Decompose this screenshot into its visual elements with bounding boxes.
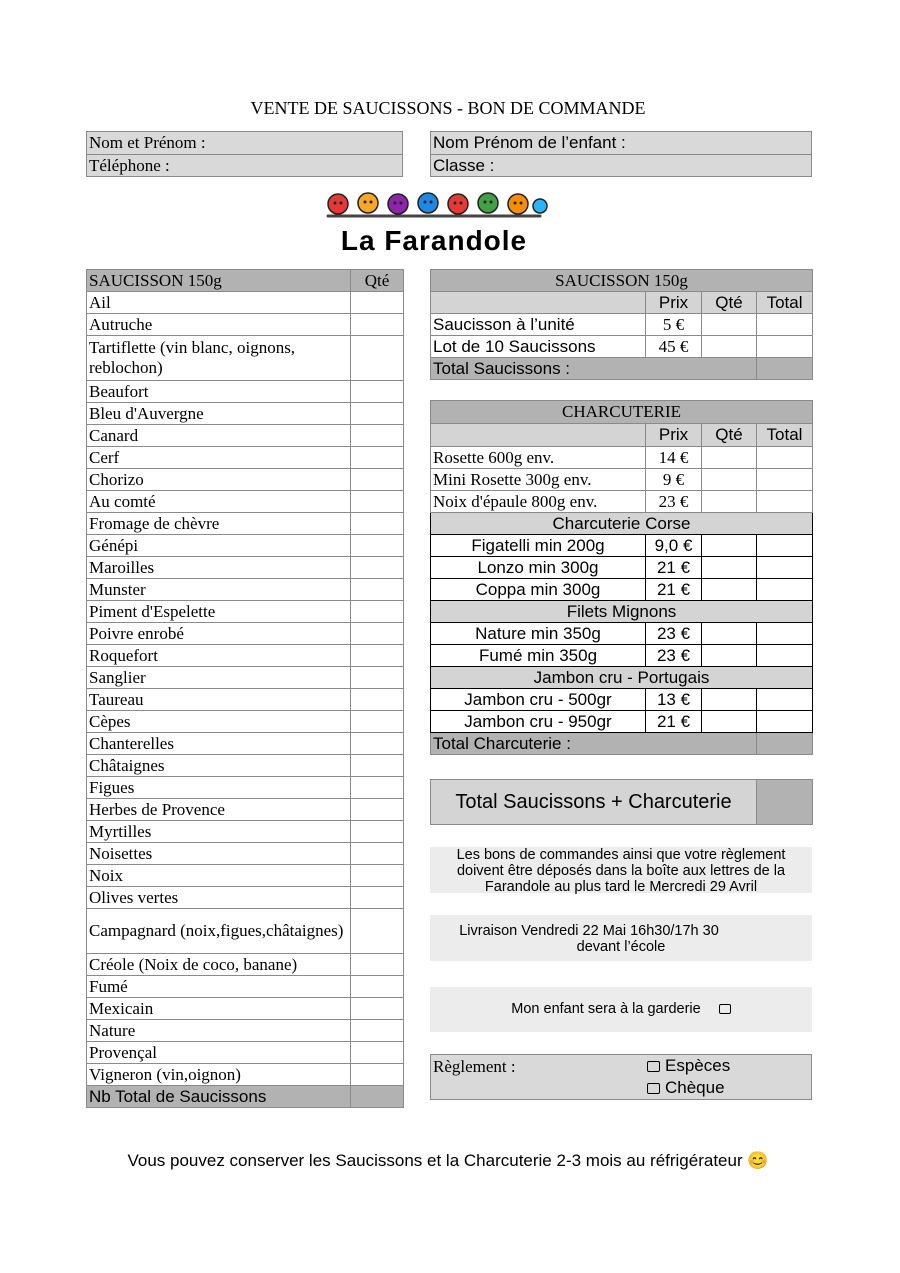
flavor-item: Châtaignes bbox=[87, 755, 351, 777]
flavor-qty-cell[interactable] bbox=[351, 381, 404, 403]
flavor-qty-cell[interactable] bbox=[351, 777, 404, 799]
corse-price: 21 € bbox=[646, 557, 702, 579]
corse-price: 21 € bbox=[646, 579, 702, 601]
corse-total-cell[interactable] bbox=[757, 535, 813, 557]
jambon-item: Jambon cru - 500gr bbox=[431, 689, 646, 711]
filets-total-cell[interactable] bbox=[757, 623, 813, 645]
class-field[interactable]: Classe : bbox=[431, 155, 812, 177]
filets-item: Fumé min 350g bbox=[431, 645, 646, 667]
section-filets-header: Filets Mignons bbox=[431, 601, 813, 623]
col-total: Total bbox=[757, 292, 813, 314]
charcuterie-item: Noix d'épaule 800g env. bbox=[431, 491, 646, 513]
deadline-note bbox=[430, 847, 812, 893]
parent-info-table bbox=[86, 131, 403, 177]
col-qte: Qté bbox=[702, 424, 757, 447]
flavor-item: Créole (Noix de coco, banane) bbox=[87, 954, 351, 976]
flavor-item: Noix bbox=[87, 865, 351, 887]
saucisson-price-label: Saucisson à l’unité bbox=[431, 314, 646, 336]
flavor-qty-cell[interactable] bbox=[351, 887, 404, 909]
saucisson-prices-table bbox=[430, 269, 813, 380]
flavor-item: Provençal bbox=[87, 1042, 351, 1064]
flavor-item: Figues bbox=[87, 777, 351, 799]
flavor-qty-cell[interactable] bbox=[351, 447, 404, 469]
flavor-item: Nature bbox=[87, 1020, 351, 1042]
flavor-qty-cell[interactable] bbox=[351, 491, 404, 513]
flavor-item: Bleu d'Auvergne bbox=[87, 403, 351, 425]
saucisson-price-label: Lot de 10 Saucissons bbox=[431, 336, 646, 358]
payment-box bbox=[430, 1054, 812, 1100]
flavor-item: Olives vertes bbox=[87, 887, 351, 909]
flavors-header: SAUCISSON 150g bbox=[87, 270, 351, 292]
payment-option-cheque[interactable] bbox=[647, 1078, 725, 1098]
saucisson-qty-cell[interactable] bbox=[702, 314, 757, 336]
flavor-qty-cell[interactable] bbox=[351, 865, 404, 887]
flavor-qty-cell[interactable] bbox=[351, 601, 404, 623]
filets-qty-cell[interactable] bbox=[702, 645, 757, 667]
flavor-qty-cell[interactable] bbox=[351, 843, 404, 865]
cheque-checkbox[interactable] bbox=[647, 1083, 660, 1094]
page-title: VENTE DE SAUCISSONS - BON DE COMMANDE bbox=[250, 98, 646, 118]
charcuterie-qty-cell[interactable] bbox=[702, 447, 757, 469]
grand-total-cell[interactable] bbox=[757, 780, 813, 825]
flavor-qty-cell[interactable] bbox=[351, 557, 404, 579]
flavor-qty-cell[interactable] bbox=[351, 998, 404, 1020]
corse-qty-cell[interactable] bbox=[702, 579, 757, 601]
flavor-item: Maroilles bbox=[87, 557, 351, 579]
payment-label: Règlement : bbox=[433, 1057, 516, 1076]
flavors-total-label: Nb Total de Saucissons bbox=[87, 1086, 351, 1108]
charcuterie-qty-cell[interactable] bbox=[702, 491, 757, 513]
flavor-qty-cell[interactable] bbox=[351, 579, 404, 601]
jambon-price: 21 € bbox=[646, 711, 702, 733]
jambon-total-cell[interactable] bbox=[757, 689, 813, 711]
corse-total-cell[interactable] bbox=[757, 579, 813, 601]
delivery-line-1: Livraison Vendredi 22 Mai 16h30/17h 30 bbox=[459, 923, 719, 939]
flavor-item: Munster bbox=[87, 579, 351, 601]
flavor-item: Noisettes bbox=[87, 843, 351, 865]
col-total: Total bbox=[757, 424, 813, 447]
charcuterie-header: CHARCUTERIE bbox=[431, 401, 813, 424]
flavor-item: Piment d'Espelette bbox=[87, 601, 351, 623]
corse-price: 9,0 € bbox=[646, 535, 702, 557]
saucisson-price-value: 5 € bbox=[646, 314, 702, 336]
filets-price: 23 € bbox=[646, 623, 702, 645]
section-jambon-header: Jambon cru - Portugais bbox=[431, 667, 813, 689]
flavors-total-cell[interactable] bbox=[351, 1086, 404, 1108]
flavor-qty-cell[interactable] bbox=[351, 954, 404, 976]
flavors-qty-header: Qté bbox=[351, 270, 404, 292]
flavor-item: Cerf bbox=[87, 447, 351, 469]
flavor-item: Roquefort bbox=[87, 645, 351, 667]
payment-option-especes[interactable] bbox=[647, 1056, 730, 1076]
charcuterie-grand-total-cell[interactable] bbox=[757, 733, 813, 755]
children-illustration-icon bbox=[318, 190, 550, 226]
filets-price: 23 € bbox=[646, 645, 702, 667]
section-corse-header: Charcuterie Corse bbox=[431, 513, 813, 535]
phone-field[interactable]: Téléphone : bbox=[87, 155, 403, 177]
deadline-text: Les bons de commandes ainsi que votre règlement doivent être déposés dans la boîte aux lettres de la Farandole au plus tard le Mercredi 29 Avril bbox=[456, 847, 786, 895]
flavor-item: Chorizo bbox=[87, 469, 351, 491]
charcuterie-qty-cell[interactable] bbox=[702, 469, 757, 491]
flavor-item: Fumé bbox=[87, 976, 351, 998]
saucisson-grand-total-cell[interactable] bbox=[757, 358, 813, 380]
corse-item: Coppa min 300g bbox=[431, 579, 646, 601]
flavor-item: Fromage de chèvre bbox=[87, 513, 351, 535]
farandole-logo bbox=[318, 190, 550, 256]
footer-note: Vous pouvez conserver les Saucissons et la Charcuterie 2-3 mois au réfrigérateur 😊 bbox=[127, 1151, 769, 1170]
saucisson-qty-cell[interactable] bbox=[702, 336, 757, 358]
flavor-qty-cell[interactable] bbox=[351, 513, 404, 535]
flavor-qty-cell[interactable] bbox=[351, 645, 404, 667]
flavor-item: Herbes de Provence bbox=[87, 799, 351, 821]
flavor-item: Mexicain bbox=[87, 998, 351, 1020]
child-name-field[interactable]: Nom Prénom de l’enfant : bbox=[431, 132, 812, 155]
flavor-qty-cell[interactable] bbox=[351, 733, 404, 755]
flavor-item: Ail bbox=[87, 292, 351, 314]
jambon-qty-cell[interactable] bbox=[702, 689, 757, 711]
name-field[interactable]: Nom et Prénom : bbox=[87, 132, 403, 155]
jambon-item: Jambon cru - 950gr bbox=[431, 711, 646, 733]
flavors-table bbox=[86, 269, 404, 1108]
col-prix: Prix bbox=[646, 292, 702, 314]
flavor-qty-cell[interactable] bbox=[351, 799, 404, 821]
flavor-qty-cell[interactable] bbox=[351, 336, 404, 381]
charcuterie-item: Mini Rosette 300g env. bbox=[431, 469, 646, 491]
flavor-item: Vigneron (vin,oignon) bbox=[87, 1064, 351, 1086]
flavor-qty-cell[interactable] bbox=[351, 667, 404, 689]
flavor-qty-cell[interactable] bbox=[351, 976, 404, 998]
flavor-item: Beaufort bbox=[87, 381, 351, 403]
child-info-table bbox=[430, 131, 812, 177]
corse-qty-cell[interactable] bbox=[702, 557, 757, 579]
flavor-item: Campagnard (noix,figues,châtaignes) bbox=[87, 909, 351, 954]
flavor-item: Myrtilles bbox=[87, 821, 351, 843]
grand-total-label: Total Saucissons + Charcuterie bbox=[431, 780, 757, 825]
flavor-qty-cell[interactable] bbox=[351, 292, 404, 314]
filets-qty-cell[interactable] bbox=[702, 623, 757, 645]
charcuterie-price: 9 € bbox=[646, 469, 702, 491]
garderie-checkbox[interactable] bbox=[719, 1004, 731, 1014]
grand-total-table bbox=[430, 779, 813, 825]
especes-checkbox[interactable] bbox=[647, 1061, 660, 1072]
flavor-qty-cell[interactable] bbox=[351, 689, 404, 711]
saucisson-total-label: Total Saucissons : bbox=[431, 358, 757, 380]
jambon-total-cell[interactable] bbox=[757, 711, 813, 733]
delivery-line-2: devant l’école bbox=[576, 939, 666, 955]
flavor-qty-cell[interactable] bbox=[351, 821, 404, 843]
charcuterie-price: 14 € bbox=[646, 447, 702, 469]
charcuterie-total-cell[interactable] bbox=[757, 447, 813, 469]
flavor-item: Taureau bbox=[87, 689, 351, 711]
charcuterie-total-cell[interactable] bbox=[757, 491, 813, 513]
flavor-item: Canard bbox=[87, 425, 351, 447]
corse-item: Lonzo min 300g bbox=[431, 557, 646, 579]
charcuterie-table bbox=[430, 400, 813, 755]
flavor-item: Autruche bbox=[87, 314, 351, 336]
flavor-qty-cell[interactable] bbox=[351, 755, 404, 777]
col-prix: Prix bbox=[646, 424, 702, 447]
flavor-qty-cell[interactable] bbox=[351, 1064, 404, 1086]
garderie-box bbox=[430, 987, 812, 1032]
flavor-item: Tartiflette (vin blanc, oignons, reblochon) bbox=[87, 336, 351, 381]
charcuterie-total-cell[interactable] bbox=[757, 469, 813, 491]
saucisson-total-cell[interactable] bbox=[757, 336, 813, 358]
flavor-item: Chanterelles bbox=[87, 733, 351, 755]
filets-total-cell[interactable] bbox=[757, 645, 813, 667]
saucisson-prices-header: SAUCISSON 150g bbox=[431, 270, 813, 292]
corse-qty-cell[interactable] bbox=[702, 535, 757, 557]
flavor-item: Sanglier bbox=[87, 667, 351, 689]
jambon-price: 13 € bbox=[646, 689, 702, 711]
flavor-item: Génépi bbox=[87, 535, 351, 557]
flavor-qty-cell[interactable] bbox=[351, 535, 404, 557]
garderie-label: Mon enfant sera à la garderie bbox=[511, 1001, 701, 1017]
flavor-qty-cell[interactable] bbox=[351, 403, 404, 425]
charcuterie-item: Rosette 600g env. bbox=[431, 447, 646, 469]
cheque-label: Chèque bbox=[665, 1078, 725, 1097]
flavor-qty-cell[interactable] bbox=[351, 711, 404, 733]
flavor-qty-cell[interactable] bbox=[351, 1042, 404, 1064]
col-qte: Qté bbox=[702, 292, 757, 314]
saucisson-price-value: 45 € bbox=[646, 336, 702, 358]
charcuterie-total-label: Total Charcuterie : bbox=[431, 733, 757, 755]
flavor-qty-cell[interactable] bbox=[351, 623, 404, 645]
jambon-qty-cell[interactable] bbox=[702, 711, 757, 733]
charcuterie-price: 23 € bbox=[646, 491, 702, 513]
flavor-qty-cell[interactable] bbox=[351, 469, 404, 491]
flavor-item: Poivre enrobé bbox=[87, 623, 351, 645]
flavor-qty-cell[interactable] bbox=[351, 425, 404, 447]
corse-total-cell[interactable] bbox=[757, 557, 813, 579]
flavor-qty-cell[interactable] bbox=[351, 314, 404, 336]
logo-text: La Farandole bbox=[340, 225, 528, 256]
delivery-note bbox=[430, 915, 812, 961]
saucisson-total-cell[interactable] bbox=[757, 314, 813, 336]
filets-item: Nature min 350g bbox=[431, 623, 646, 645]
flavor-qty-cell[interactable] bbox=[351, 1020, 404, 1042]
flavor-item: Cèpes bbox=[87, 711, 351, 733]
especes-label: Espèces bbox=[665, 1056, 731, 1075]
flavor-item: Au comté bbox=[87, 491, 351, 513]
corse-item: Figatelli min 200g bbox=[431, 535, 646, 557]
